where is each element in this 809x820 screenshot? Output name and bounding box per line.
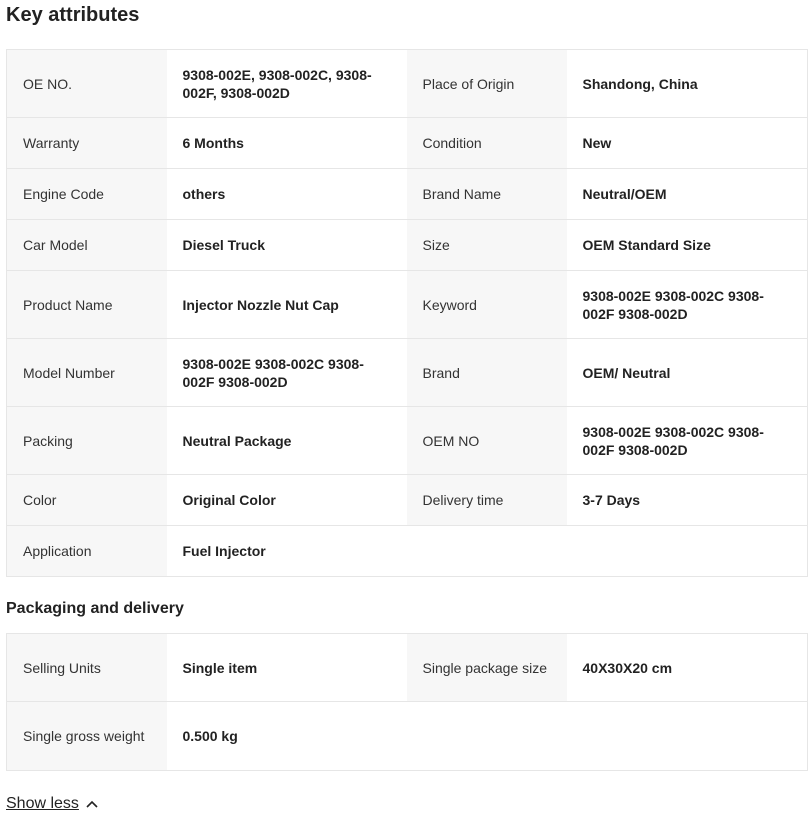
- attribute-row: [7, 526, 808, 577]
- attribute-label: Selling Units: [7, 634, 167, 702]
- attribute-value: OEM/ Neutral: [567, 339, 808, 407]
- empty-cell: [407, 702, 808, 771]
- attribute-label: Single gross weight: [7, 702, 167, 771]
- attribute-value: Shandong, China: [567, 50, 808, 118]
- attribute-label: Single package size: [407, 634, 567, 702]
- chevron-up-icon: [86, 800, 98, 808]
- attribute-value: Single item: [167, 634, 407, 702]
- attribute-value: Original Color: [167, 475, 407, 526]
- attribute-label: Application: [7, 526, 167, 577]
- attribute-row: [7, 475, 808, 526]
- attribute-label: Product Name: [7, 271, 167, 339]
- attribute-label: Place of Origin: [407, 50, 567, 118]
- attribute-value: others: [167, 169, 407, 220]
- attribute-label: OEM NO: [407, 407, 567, 475]
- show-less-label: Show less: [6, 795, 79, 812]
- attribute-value: 9308-002E 9308-002C 9308-002F 9308-002D: [167, 339, 407, 407]
- attribute-value: 9308-002E, 9308-002C, 9308-002F, 9308-002D: [167, 50, 407, 118]
- key-attributes-title: Key attributes: [6, 4, 140, 26]
- attribute-value: 0.500 kg: [167, 702, 407, 771]
- attribute-label: Brand: [407, 339, 567, 407]
- empty-cell: [407, 526, 808, 577]
- attribute-label: OE NO.: [7, 50, 167, 118]
- attribute-label: Keyword: [407, 271, 567, 339]
- attribute-row: [7, 634, 808, 702]
- attribute-label: Model Number: [7, 339, 167, 407]
- attribute-value: New: [567, 118, 808, 169]
- attribute-value: 40X30X20 cm: [567, 634, 808, 702]
- attribute-label: Warranty: [7, 118, 167, 169]
- attribute-value: 9308-002E 9308-002C 9308-002F 9308-002D: [567, 271, 808, 339]
- attribute-value: Diesel Truck: [167, 220, 407, 271]
- attribute-value: Neutral/OEM: [567, 169, 808, 220]
- packaging-delivery-table: [6, 633, 808, 771]
- attribute-value: OEM Standard Size: [567, 220, 808, 271]
- attribute-value: Fuel Injector: [167, 526, 407, 577]
- attribute-value: Neutral Package: [167, 407, 407, 475]
- attribute-label: Color: [7, 475, 167, 526]
- attribute-label: Condition: [407, 118, 567, 169]
- packaging-delivery-title: Packaging and delivery: [6, 600, 184, 617]
- attribute-row: [7, 702, 808, 771]
- attribute-row: [7, 407, 808, 475]
- attribute-row: [7, 118, 808, 169]
- attribute-row: [7, 169, 808, 220]
- attribute-row: [7, 220, 808, 271]
- attribute-label: Packing: [7, 407, 167, 475]
- attribute-row: [7, 50, 808, 118]
- attribute-label: Car Model: [7, 220, 167, 271]
- attribute-value: 3-7 Days: [567, 475, 808, 526]
- attribute-label: Brand Name: [407, 169, 567, 220]
- attribute-value: Injector Nozzle Nut Cap: [167, 271, 407, 339]
- attribute-label: Engine Code: [7, 169, 167, 220]
- show-less-link[interactable]: [6, 794, 98, 814]
- key-attributes-table: [6, 49, 808, 577]
- attribute-value: 6 Months: [167, 118, 407, 169]
- attribute-label: Delivery time: [407, 475, 567, 526]
- attribute-value: 9308-002E 9308-002C 9308-002F 9308-002D: [567, 407, 808, 475]
- attribute-row: [7, 339, 808, 407]
- attribute-row: [7, 271, 808, 339]
- attribute-label: Size: [407, 220, 567, 271]
